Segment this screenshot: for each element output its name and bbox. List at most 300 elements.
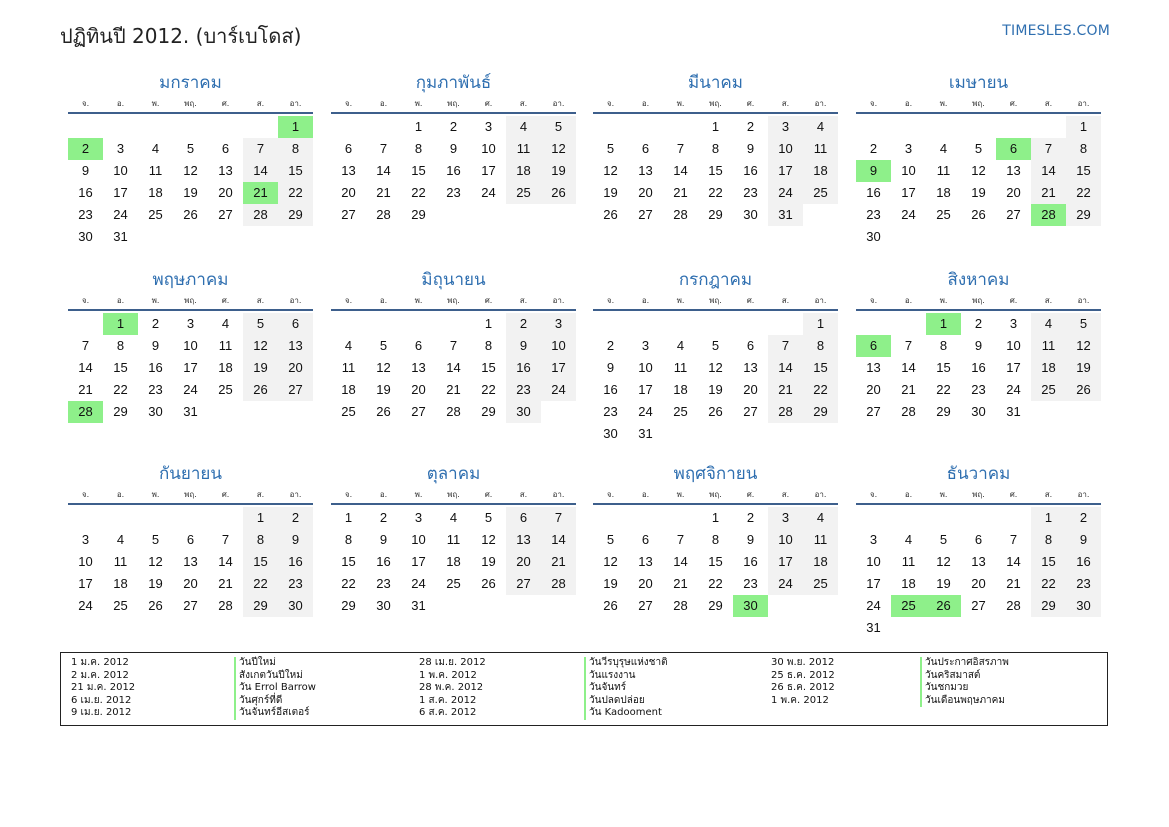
day-cell[interactable]: 24 bbox=[541, 379, 576, 401]
day-cell[interactable]: 18 bbox=[506, 160, 541, 182]
day-cell[interactable]: 5 bbox=[379, 338, 388, 353]
day-cell[interactable]: 10 bbox=[768, 529, 803, 551]
day-cell[interactable]: 20 bbox=[638, 576, 653, 591]
day-cell[interactable]: 21 bbox=[376, 185, 391, 200]
day-cell[interactable]: 21 bbox=[901, 382, 916, 397]
holiday-day-cell[interactable]: 25 bbox=[891, 595, 926, 617]
day-cell[interactable]: 22 bbox=[341, 576, 356, 591]
day-cell[interactable]: 28 bbox=[768, 401, 803, 423]
day-cell[interactable]: 9 bbox=[1066, 529, 1101, 551]
day-cell[interactable]: 12 bbox=[708, 360, 723, 375]
day-cell[interactable]: 21 bbox=[673, 576, 688, 591]
day-cell[interactable]: 23 bbox=[1066, 573, 1101, 595]
day-cell[interactable]: 22 bbox=[411, 185, 426, 200]
day-cell[interactable]: 13 bbox=[183, 554, 198, 569]
day-cell[interactable]: 30 bbox=[506, 401, 541, 423]
day-cell[interactable]: 1 bbox=[1031, 507, 1066, 529]
day-cell[interactable]: 29 bbox=[936, 404, 951, 419]
day-cell[interactable]: 27 bbox=[638, 598, 653, 613]
day-cell[interactable]: 9 bbox=[81, 163, 90, 178]
day-cell[interactable]: 23 bbox=[743, 576, 758, 591]
day-cell[interactable]: 10 bbox=[768, 138, 803, 160]
day-cell[interactable]: 23 bbox=[506, 379, 541, 401]
day-cell[interactable]: 14 bbox=[1031, 160, 1066, 182]
day-cell[interactable]: 14 bbox=[218, 554, 233, 569]
day-cell[interactable]: 30 bbox=[148, 404, 163, 419]
day-cell[interactable]: 25 bbox=[148, 207, 163, 222]
day-cell[interactable]: 16 bbox=[743, 163, 758, 178]
day-cell[interactable]: 30 bbox=[866, 229, 881, 244]
day-cell[interactable]: 19 bbox=[541, 160, 576, 182]
day-cell[interactable]: 29 bbox=[278, 204, 313, 226]
day-cell[interactable]: 11 bbox=[1031, 335, 1066, 357]
holiday-day-cell[interactable]: 6 bbox=[996, 138, 1031, 160]
day-cell[interactable]: 14 bbox=[768, 357, 803, 379]
day-cell[interactable]: 19 bbox=[603, 576, 618, 591]
day-cell[interactable]: 28 bbox=[673, 207, 688, 222]
day-cell[interactable]: 8 bbox=[939, 338, 948, 353]
day-cell[interactable]: 8 bbox=[711, 532, 720, 547]
day-cell[interactable]: 18 bbox=[803, 160, 838, 182]
day-cell[interactable]: 20 bbox=[743, 382, 758, 397]
day-cell[interactable]: 21 bbox=[218, 576, 233, 591]
day-cell[interactable]: 25 bbox=[936, 207, 951, 222]
day-cell[interactable]: 17 bbox=[768, 160, 803, 182]
day-cell[interactable]: 16 bbox=[148, 360, 163, 375]
day-cell[interactable]: 15 bbox=[243, 551, 278, 573]
holiday-day-cell[interactable]: 21 bbox=[243, 182, 278, 204]
day-cell[interactable]: 15 bbox=[113, 360, 128, 375]
holiday-day-cell[interactable]: 30 bbox=[733, 595, 768, 617]
day-cell[interactable]: 3 bbox=[116, 141, 125, 156]
day-cell[interactable]: 17 bbox=[638, 382, 653, 397]
day-cell[interactable]: 5 bbox=[151, 532, 160, 547]
day-cell[interactable]: 16 bbox=[446, 163, 461, 178]
day-cell[interactable]: 8 bbox=[344, 532, 353, 547]
day-cell[interactable]: 28 bbox=[673, 598, 688, 613]
day-cell[interactable]: 26 bbox=[708, 404, 723, 419]
day-cell[interactable]: 30 bbox=[1066, 595, 1101, 617]
day-cell[interactable]: 13 bbox=[638, 163, 653, 178]
day-cell[interactable]: 30 bbox=[376, 598, 391, 613]
day-cell[interactable]: 25 bbox=[113, 598, 128, 613]
day-cell[interactable]: 12 bbox=[603, 554, 618, 569]
day-cell[interactable]: 26 bbox=[183, 207, 198, 222]
day-cell[interactable]: 1 bbox=[484, 316, 493, 331]
day-cell[interactable]: 13 bbox=[638, 554, 653, 569]
day-cell[interactable]: 3 bbox=[484, 119, 493, 134]
day-cell[interactable]: 18 bbox=[446, 554, 461, 569]
day-cell[interactable]: 23 bbox=[603, 404, 618, 419]
day-cell[interactable]: 10 bbox=[481, 141, 496, 156]
day-cell[interactable]: 31 bbox=[768, 204, 803, 226]
day-cell[interactable]: 20 bbox=[411, 382, 426, 397]
site-link[interactable]: TIMESLES.COM bbox=[1002, 23, 1110, 39]
day-cell[interactable]: 29 bbox=[803, 401, 838, 423]
day-cell[interactable]: 10 bbox=[866, 554, 881, 569]
day-cell[interactable]: 20 bbox=[638, 185, 653, 200]
day-cell[interactable]: 21 bbox=[768, 379, 803, 401]
day-cell[interactable]: 1 bbox=[243, 507, 278, 529]
day-cell[interactable]: 3 bbox=[904, 141, 913, 156]
holiday-day-cell[interactable]: 1 bbox=[103, 313, 138, 335]
day-cell[interactable]: 20 bbox=[218, 185, 233, 200]
day-cell[interactable]: 25 bbox=[1031, 379, 1066, 401]
holiday-day-cell[interactable]: 9 bbox=[856, 160, 891, 182]
day-cell[interactable]: 6 bbox=[278, 313, 313, 335]
day-cell[interactable]: 5 bbox=[974, 141, 983, 156]
day-cell[interactable]: 31 bbox=[1006, 404, 1021, 419]
day-cell[interactable]: 20 bbox=[1006, 185, 1021, 200]
day-cell[interactable]: 19 bbox=[183, 185, 198, 200]
day-cell[interactable]: 3 bbox=[869, 532, 878, 547]
day-cell[interactable]: 14 bbox=[541, 529, 576, 551]
day-cell[interactable]: 19 bbox=[148, 576, 163, 591]
holiday-day-cell[interactable]: 26 bbox=[926, 595, 961, 617]
day-cell[interactable]: 15 bbox=[936, 360, 951, 375]
day-cell[interactable]: 10 bbox=[411, 532, 426, 547]
day-cell[interactable]: 28 bbox=[1006, 598, 1021, 613]
day-cell[interactable]: 27 bbox=[506, 573, 541, 595]
day-cell[interactable]: 27 bbox=[971, 598, 986, 613]
day-cell[interactable]: 18 bbox=[803, 551, 838, 573]
day-cell[interactable]: 22 bbox=[243, 573, 278, 595]
day-cell[interactable]: 20 bbox=[506, 551, 541, 573]
day-cell[interactable]: 25 bbox=[446, 576, 461, 591]
day-cell[interactable]: 20 bbox=[183, 576, 198, 591]
holiday-day-cell[interactable]: 28 bbox=[1031, 204, 1066, 226]
day-cell[interactable]: 23 bbox=[446, 185, 461, 200]
day-cell[interactable]: 2 bbox=[746, 119, 755, 134]
day-cell[interactable]: 25 bbox=[803, 573, 838, 595]
day-cell[interactable]: 22 bbox=[1031, 573, 1066, 595]
day-cell[interactable]: 12 bbox=[481, 532, 496, 547]
day-cell[interactable]: 16 bbox=[278, 551, 313, 573]
day-cell[interactable]: 19 bbox=[243, 357, 278, 379]
day-cell[interactable]: 8 bbox=[803, 335, 838, 357]
day-cell[interactable]: 16 bbox=[506, 357, 541, 379]
day-cell[interactable]: 12 bbox=[243, 335, 278, 357]
day-cell[interactable]: 17 bbox=[113, 185, 128, 200]
day-cell[interactable]: 6 bbox=[221, 141, 230, 156]
day-cell[interactable]: 9 bbox=[974, 338, 983, 353]
day-cell[interactable]: 17 bbox=[768, 551, 803, 573]
day-cell[interactable]: 22 bbox=[708, 185, 723, 200]
day-cell[interactable]: 6 bbox=[746, 338, 755, 353]
day-cell[interactable]: 24 bbox=[481, 185, 496, 200]
day-cell[interactable]: 8 bbox=[1066, 138, 1101, 160]
day-cell[interactable]: 2 bbox=[506, 313, 541, 335]
day-cell[interactable]: 24 bbox=[638, 404, 653, 419]
day-cell[interactable]: 24 bbox=[183, 382, 198, 397]
day-cell[interactable]: 11 bbox=[506, 138, 541, 160]
day-cell[interactable]: 12 bbox=[936, 554, 951, 569]
day-cell[interactable]: 25 bbox=[803, 182, 838, 204]
day-cell[interactable]: 7 bbox=[243, 138, 278, 160]
day-cell[interactable]: 16 bbox=[1066, 551, 1101, 573]
day-cell[interactable]: 10 bbox=[901, 163, 916, 178]
day-cell[interactable]: 6 bbox=[186, 532, 195, 547]
day-cell[interactable]: 28 bbox=[446, 404, 461, 419]
day-cell[interactable]: 6 bbox=[641, 141, 650, 156]
day-cell[interactable]: 28 bbox=[243, 204, 278, 226]
day-cell[interactable]: 29 bbox=[341, 598, 356, 613]
day-cell[interactable]: 7 bbox=[541, 507, 576, 529]
day-cell[interactable]: 8 bbox=[278, 138, 313, 160]
day-cell[interactable]: 4 bbox=[344, 338, 353, 353]
day-cell[interactable]: 21 bbox=[78, 382, 93, 397]
day-cell[interactable]: 23 bbox=[376, 576, 391, 591]
day-cell[interactable]: 14 bbox=[376, 163, 391, 178]
day-cell[interactable]: 23 bbox=[743, 185, 758, 200]
day-cell[interactable]: 27 bbox=[866, 404, 881, 419]
day-cell[interactable]: 11 bbox=[341, 360, 356, 375]
day-cell[interactable]: 2 bbox=[151, 316, 160, 331]
day-cell[interactable]: 4 bbox=[221, 316, 230, 331]
day-cell[interactable]: 9 bbox=[606, 360, 615, 375]
day-cell[interactable]: 8 bbox=[484, 338, 493, 353]
day-cell[interactable]: 4 bbox=[676, 338, 685, 353]
day-cell[interactable]: 30 bbox=[971, 404, 986, 419]
day-cell[interactable]: 13 bbox=[866, 360, 881, 375]
holiday-day-cell[interactable]: 6 bbox=[856, 335, 891, 357]
day-cell[interactable]: 22 bbox=[1066, 182, 1101, 204]
day-cell[interactable]: 26 bbox=[541, 182, 576, 204]
day-cell[interactable]: 15 bbox=[803, 357, 838, 379]
day-cell[interactable]: 29 bbox=[411, 207, 426, 222]
day-cell[interactable]: 12 bbox=[183, 163, 198, 178]
day-cell[interactable]: 16 bbox=[376, 554, 391, 569]
day-cell[interactable]: 19 bbox=[971, 185, 986, 200]
day-cell[interactable]: 22 bbox=[278, 182, 313, 204]
day-cell[interactable]: 26 bbox=[603, 598, 618, 613]
day-cell[interactable]: 18 bbox=[148, 185, 163, 200]
day-cell[interactable]: 17 bbox=[901, 185, 916, 200]
day-cell[interactable]: 29 bbox=[1031, 595, 1066, 617]
day-cell[interactable]: 4 bbox=[1031, 313, 1066, 335]
day-cell[interactable]: 31 bbox=[866, 620, 881, 635]
day-cell[interactable]: 2 bbox=[606, 338, 615, 353]
day-cell[interactable]: 15 bbox=[1066, 160, 1101, 182]
day-cell[interactable]: 6 bbox=[506, 507, 541, 529]
day-cell[interactable]: 20 bbox=[278, 357, 313, 379]
day-cell[interactable]: 21 bbox=[541, 551, 576, 573]
day-cell[interactable]: 13 bbox=[218, 163, 233, 178]
day-cell[interactable]: 13 bbox=[506, 529, 541, 551]
day-cell[interactable]: 28 bbox=[901, 404, 916, 419]
day-cell[interactable]: 13 bbox=[743, 360, 758, 375]
day-cell[interactable]: 3 bbox=[768, 507, 803, 529]
day-cell[interactable]: 15 bbox=[278, 160, 313, 182]
day-cell[interactable]: 2 bbox=[974, 316, 983, 331]
day-cell[interactable]: 10 bbox=[113, 163, 128, 178]
day-cell[interactable]: 4 bbox=[116, 532, 125, 547]
day-cell[interactable]: 7 bbox=[676, 532, 685, 547]
day-cell[interactable]: 26 bbox=[603, 207, 618, 222]
day-cell[interactable]: 14 bbox=[1006, 554, 1021, 569]
day-cell[interactable]: 7 bbox=[379, 141, 388, 156]
day-cell[interactable]: 9 bbox=[449, 141, 458, 156]
day-cell[interactable]: 10 bbox=[1006, 338, 1021, 353]
day-cell[interactable]: 7 bbox=[81, 338, 90, 353]
day-cell[interactable]: 11 bbox=[113, 554, 128, 569]
day-cell[interactable]: 6 bbox=[344, 141, 353, 156]
day-cell[interactable]: 14 bbox=[78, 360, 93, 375]
day-cell[interactable]: 27 bbox=[278, 379, 313, 401]
day-cell[interactable]: 6 bbox=[414, 338, 423, 353]
day-cell[interactable]: 5 bbox=[541, 116, 576, 138]
day-cell[interactable]: 3 bbox=[414, 510, 423, 525]
day-cell[interactable]: 23 bbox=[278, 573, 313, 595]
day-cell[interactable]: 9 bbox=[278, 529, 313, 551]
day-cell[interactable]: 7 bbox=[904, 338, 913, 353]
day-cell[interactable]: 24 bbox=[78, 598, 93, 613]
day-cell[interactable]: 29 bbox=[708, 598, 723, 613]
day-cell[interactable]: 10 bbox=[78, 554, 93, 569]
day-cell[interactable]: 25 bbox=[506, 182, 541, 204]
day-cell[interactable]: 20 bbox=[866, 382, 881, 397]
day-cell[interactable]: 9 bbox=[746, 141, 755, 156]
day-cell[interactable]: 24 bbox=[768, 573, 803, 595]
day-cell[interactable]: 15 bbox=[1031, 551, 1066, 573]
day-cell[interactable]: 16 bbox=[971, 360, 986, 375]
day-cell[interactable]: 31 bbox=[638, 426, 653, 441]
day-cell[interactable]: 11 bbox=[446, 532, 461, 547]
day-cell[interactable]: 19 bbox=[603, 185, 618, 200]
day-cell[interactable]: 29 bbox=[243, 595, 278, 617]
day-cell[interactable]: 5 bbox=[243, 313, 278, 335]
day-cell[interactable]: 22 bbox=[708, 576, 723, 591]
day-cell[interactable]: 7 bbox=[1009, 532, 1018, 547]
day-cell[interactable]: 4 bbox=[151, 141, 160, 156]
day-cell[interactable]: 19 bbox=[936, 576, 951, 591]
day-cell[interactable]: 20 bbox=[341, 185, 356, 200]
day-cell[interactable]: 14 bbox=[243, 160, 278, 182]
day-cell[interactable]: 7 bbox=[449, 338, 458, 353]
day-cell[interactable]: 1 bbox=[711, 510, 720, 525]
day-cell[interactable]: 17 bbox=[1006, 360, 1021, 375]
holiday-day-cell[interactable]: 1 bbox=[278, 116, 313, 138]
day-cell[interactable]: 27 bbox=[1006, 207, 1021, 222]
day-cell[interactable]: 18 bbox=[673, 382, 688, 397]
day-cell[interactable]: 6 bbox=[974, 532, 983, 547]
day-cell[interactable]: 5 bbox=[606, 141, 615, 156]
day-cell[interactable]: 29 bbox=[708, 207, 723, 222]
day-cell[interactable]: 9 bbox=[379, 532, 388, 547]
day-cell[interactable]: 16 bbox=[743, 554, 758, 569]
day-cell[interactable]: 29 bbox=[113, 404, 128, 419]
day-cell[interactable]: 30 bbox=[603, 426, 618, 441]
day-cell[interactable]: 3 bbox=[768, 116, 803, 138]
day-cell[interactable]: 26 bbox=[971, 207, 986, 222]
day-cell[interactable]: 24 bbox=[113, 207, 128, 222]
day-cell[interactable]: 18 bbox=[1031, 357, 1066, 379]
day-cell[interactable]: 2 bbox=[449, 119, 458, 134]
day-cell[interactable]: 30 bbox=[743, 207, 758, 222]
day-cell[interactable]: 5 bbox=[1066, 313, 1101, 335]
day-cell[interactable]: 27 bbox=[218, 207, 233, 222]
day-cell[interactable]: 4 bbox=[803, 507, 838, 529]
day-cell[interactable]: 16 bbox=[866, 185, 881, 200]
day-cell[interactable]: 27 bbox=[341, 207, 356, 222]
day-cell[interactable]: 24 bbox=[411, 576, 426, 591]
day-cell[interactable]: 27 bbox=[638, 207, 653, 222]
day-cell[interactable]: 22 bbox=[113, 382, 128, 397]
day-cell[interactable]: 25 bbox=[218, 382, 233, 397]
day-cell[interactable]: 30 bbox=[78, 229, 93, 244]
day-cell[interactable]: 10 bbox=[638, 360, 653, 375]
day-cell[interactable]: 2 bbox=[379, 510, 388, 525]
day-cell[interactable]: 15 bbox=[708, 163, 723, 178]
day-cell[interactable]: 31 bbox=[113, 229, 128, 244]
day-cell[interactable]: 21 bbox=[446, 382, 461, 397]
day-cell[interactable]: 3 bbox=[641, 338, 650, 353]
day-cell[interactable]: 14 bbox=[673, 554, 688, 569]
day-cell[interactable]: 1 bbox=[711, 119, 720, 134]
day-cell[interactable]: 17 bbox=[541, 357, 576, 379]
day-cell[interactable]: 14 bbox=[673, 163, 688, 178]
day-cell[interactable]: 25 bbox=[341, 404, 356, 419]
day-cell[interactable]: 22 bbox=[936, 382, 951, 397]
day-cell[interactable]: 12 bbox=[1066, 335, 1101, 357]
day-cell[interactable]: 11 bbox=[803, 138, 838, 160]
day-cell[interactable]: 27 bbox=[743, 404, 758, 419]
day-cell[interactable]: 4 bbox=[939, 141, 948, 156]
day-cell[interactable]: 12 bbox=[541, 138, 576, 160]
day-cell[interactable]: 31 bbox=[183, 404, 198, 419]
day-cell[interactable]: 2 bbox=[869, 141, 878, 156]
day-cell[interactable]: 7 bbox=[1031, 138, 1066, 160]
day-cell[interactable]: 10 bbox=[541, 335, 576, 357]
day-cell[interactable]: 8 bbox=[1031, 529, 1066, 551]
day-cell[interactable]: 8 bbox=[414, 141, 423, 156]
day-cell[interactable]: 17 bbox=[78, 576, 93, 591]
day-cell[interactable]: 1 bbox=[1066, 116, 1101, 138]
day-cell[interactable]: 16 bbox=[603, 382, 618, 397]
day-cell[interactable]: 8 bbox=[711, 141, 720, 156]
day-cell[interactable]: 26 bbox=[148, 598, 163, 613]
day-cell[interactable]: 3 bbox=[541, 313, 576, 335]
day-cell[interactable]: 15 bbox=[411, 163, 426, 178]
day-cell[interactable]: 26 bbox=[243, 379, 278, 401]
day-cell[interactable]: 7 bbox=[221, 532, 230, 547]
day-cell[interactable]: 28 bbox=[541, 573, 576, 595]
day-cell[interactable]: 18 bbox=[113, 576, 128, 591]
day-cell[interactable]: 13 bbox=[341, 163, 356, 178]
day-cell[interactable]: 5 bbox=[484, 510, 493, 525]
holiday-day-cell[interactable]: 2 bbox=[68, 138, 103, 160]
day-cell[interactable]: 22 bbox=[481, 382, 496, 397]
day-cell[interactable]: 25 bbox=[673, 404, 688, 419]
day-cell[interactable]: 10 bbox=[183, 338, 198, 353]
day-cell[interactable]: 18 bbox=[218, 360, 233, 375]
day-cell[interactable]: 7 bbox=[768, 335, 803, 357]
day-cell[interactable]: 22 bbox=[803, 379, 838, 401]
day-cell[interactable]: 27 bbox=[183, 598, 198, 613]
day-cell[interactable]: 11 bbox=[218, 338, 233, 353]
day-cell[interactable]: 1 bbox=[344, 510, 353, 525]
day-cell[interactable]: 24 bbox=[901, 207, 916, 222]
day-cell[interactable]: 8 bbox=[116, 338, 125, 353]
day-cell[interactable]: 3 bbox=[1009, 316, 1018, 331]
day-cell[interactable]: 27 bbox=[411, 404, 426, 419]
day-cell[interactable]: 17 bbox=[411, 554, 426, 569]
day-cell[interactable]: 11 bbox=[936, 163, 951, 178]
day-cell[interactable]: 1 bbox=[414, 119, 423, 134]
day-cell[interactable]: 12 bbox=[148, 554, 163, 569]
day-cell[interactable]: 4 bbox=[904, 532, 913, 547]
day-cell[interactable]: 3 bbox=[81, 532, 90, 547]
